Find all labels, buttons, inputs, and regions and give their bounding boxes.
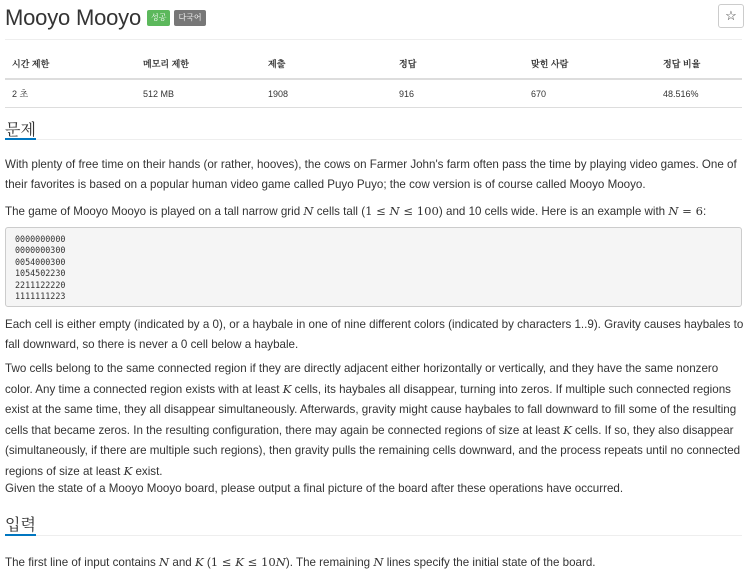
problem-paragraph-3: Each cell is either empty (indicated by a 0), or a haybale in one of nine different colors (indicated by characters 1..9). Gravity causes haybales to fall downward, so there is never a 0 cell below a haybale. [5, 318, 744, 351]
section-rule-input [5, 535, 742, 536]
section-underline-input [5, 534, 36, 536]
problem-paragraph-4: Two cells belong to the same connected region if they are directly adjacent either horizontally or vertically, and they have the same nonzero color. Any time a connected region exists with at least K cells, its haybales all disappear, turning into zeros. If multiple such connected regions exist at the same time, they all disappear simultaneously. Afterwards, gravity might cause haybales to fall downward to fill some of the resulting cells that became zeros. In the resulting configuration, there may again be connected regions of size at least K cells. If so, they also disappear (simultaneously, if there are multiple such regions), then gravity pulls the remaining cells downward, and the process repeats until no connected regions of size at least K exist. [5, 362, 741, 478]
section-underline-problem [5, 138, 36, 140]
status-badge-multilingual[interactable]: 다국어 [174, 10, 205, 26]
title-divider [5, 39, 742, 40]
input-paragraph-1: The first line of input contains N and K (1 ≤ K ≤ 10N). The remaining N lines specify the initial state of the board. [5, 555, 596, 569]
header-time-limit: 시간 제한 [5, 49, 136, 79]
value-solved-users[interactable]: 670 [524, 79, 656, 108]
sample-grid-code-block: 0000000000 0000000300 0054000300 1054502230 2211122220 1111111223 [5, 227, 742, 307]
info-table-row [5, 79, 742, 108]
header-accepted: 정답 [392, 49, 524, 79]
header-solved-users: 맞힌 사람 [524, 49, 656, 79]
problem-title: Mooyo Mooyo [5, 5, 141, 30]
value-memory-limit: 512 MB [136, 79, 261, 108]
problem-paragraph-1: With plenty of free time on their hands (or rather, hooves), the cows on Farmer John's farm often pass the time by playing video games. One of their favorites is based on a popular human video game called Puyo Puyo; the cow version is of course called Mooyo Mooyo. [5, 158, 737, 191]
section-rule-problem [5, 139, 742, 140]
star-icon: ☆ [725, 8, 737, 23]
value-time-limit: 2 초 [5, 79, 136, 108]
section-heading-input: 입력 [5, 517, 36, 534]
problem-title-row [5, 4, 206, 32]
value-accepted[interactable]: 916 [392, 79, 524, 108]
value-submissions[interactable]: 1908 [261, 79, 392, 108]
value-accept-ratio: 48.516% [656, 79, 742, 108]
status-badge-success[interactable]: 성공 [147, 10, 170, 26]
problem-paragraph-2: The game of Mooyo Mooyo is played on a tall narrow grid N cells tall (1 ≤ N ≤ 100) and 10 cells wide. Here is an example with N = 6: [5, 204, 707, 218]
header-submissions: 제출 [261, 49, 392, 79]
problem-info-table [5, 49, 742, 108]
problem-paragraph-5: Given the state of a Mooyo Mooyo board, please output a final picture of the board after these operations have occurred. [5, 482, 624, 495]
header-memory-limit: 메모리 제한 [136, 49, 261, 79]
section-heading-problem: 문제 [5, 122, 36, 139]
favorite-star-button[interactable] [718, 4, 744, 28]
info-table-header-row [5, 49, 742, 79]
header-accept-ratio: 정답 비율 [656, 49, 742, 79]
